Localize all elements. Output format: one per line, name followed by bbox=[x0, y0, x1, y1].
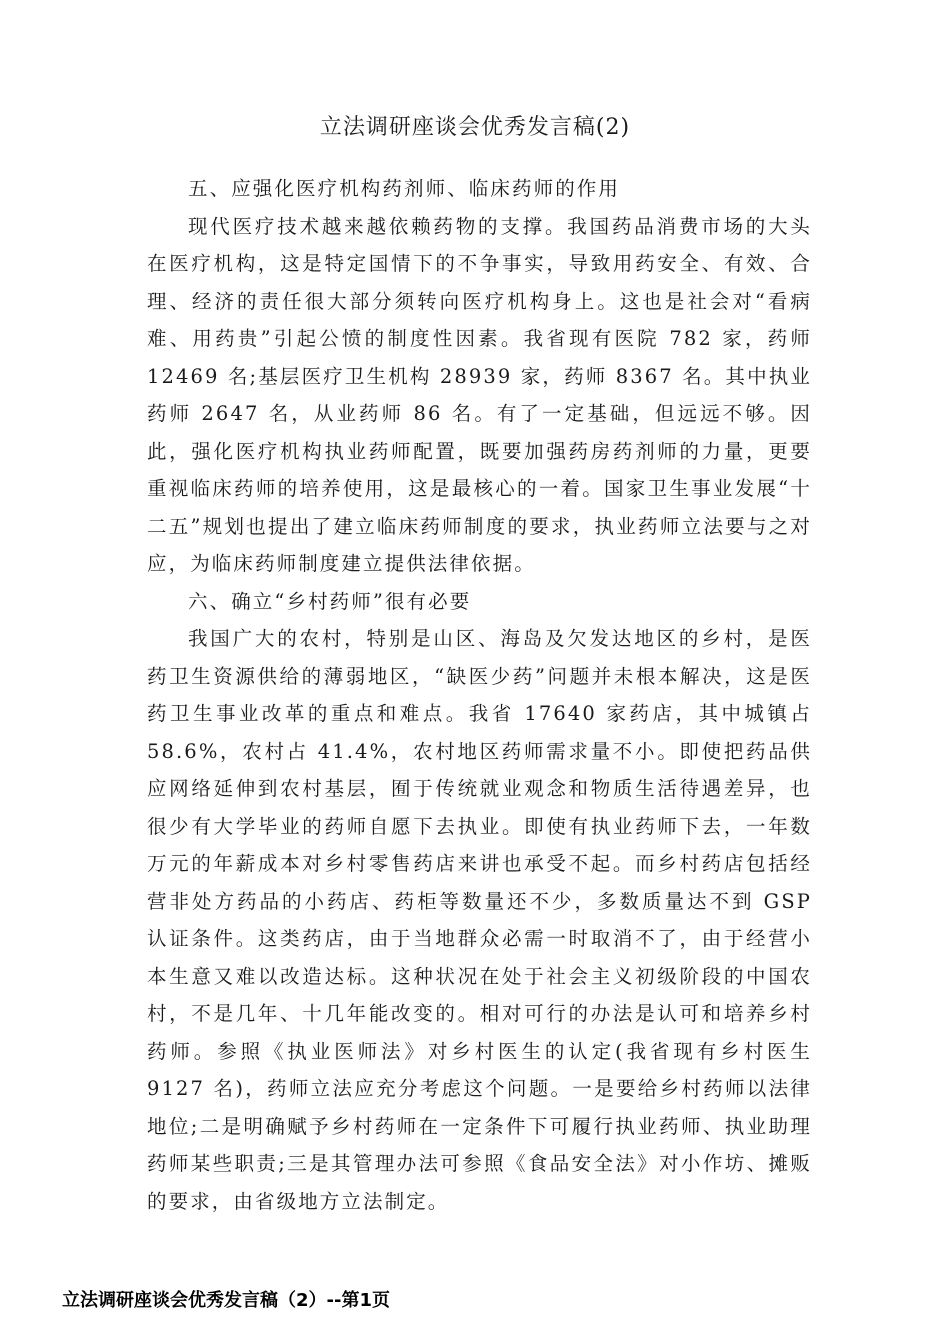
paragraph-pharmacist-role: 现代医疗技术越来越依赖药物的支撑。我国药品消费市场的大头在医疗机构，这是特定国情下的不争事实，导致用药安全、有效、合理、经济的责任很大部分须转向医疗机构身上。这也是社会对“看病难、用药贵”引起公愤的制度性因素。我省现有医院 782 家，药师 12469 名;基层医疗卫生机构 28939 家，药师 8367 名。其中执业药师 2647 名，从业药师 86 名。有了一定基础，但远远不够。因此，强化医疗机构执业药师配置，既要加强药房药剂师的力量，更要重视临床药师的培养使用，这是最核心的一着。国家卫生事业发展“十二五”规划也提出了建立临床药师制度的要求，执业药师立法要与之对应，为临床药师制度建立提供法律依据。 bbox=[147, 214, 812, 575]
page-title: 立法调研座谈会优秀发言稿(2) bbox=[319, 115, 631, 140]
section-heading-5: 五、应强化医疗机构药剂师、临床药师的作用 bbox=[188, 177, 621, 200]
paragraph-rural-pharmacist: 我国广大的农村，特别是山区、海岛及欠发达地区的乡村，是医药卫生资源供给的薄弱地区，“缺医少药”问题并未根本解决，这是医药卫生事业改革的重点和难点。我省 17640 家药店，其中城镇占 58.6%，农村占 41.4%，农村地区药师需求量不小。即使把药品供应网络延伸到农村基层，囿于传统就业观念和物质生活待遇差异，也很少有大学毕业的药师自愿下去执业。即使有执业药师下去，一年数万元的年薪成本对乡村零售药店来讲也承受不起。而乡村药店包括经营非处方药品的小药店、药柜等数量还不少，多数质量达不到 GSP 认证条件。这类药店，由于当地群众必需一时取消不了，由于经营小本生意又难以改造达标。这种状况在处于社会主义初级阶段的中国农村，不是几年、十几年能改变的。相对可行的办法是认可和培养乡村药师。参照《执业医师法》对乡村医生的认定(我省现有乡村医生 9127 名)，药师立法应充分考虑这个问题。一是要给乡村药师以法律地位;二是明确赋予乡村药师在一定条件下可履行执业药师、执业助理药师某些职责;三是其管理办法可参照《食品安全法》对小作坊、摊贩的要求，由省级地方立法制定。 bbox=[147, 627, 812, 1213]
section-heading-6: 六、确立“乡村药师”很有必要 bbox=[188, 589, 472, 613]
page-footer: 立法调研座谈会优秀发言稿（2）--第1页 bbox=[62, 1290, 390, 1311]
document-body bbox=[147, 170, 812, 1220]
